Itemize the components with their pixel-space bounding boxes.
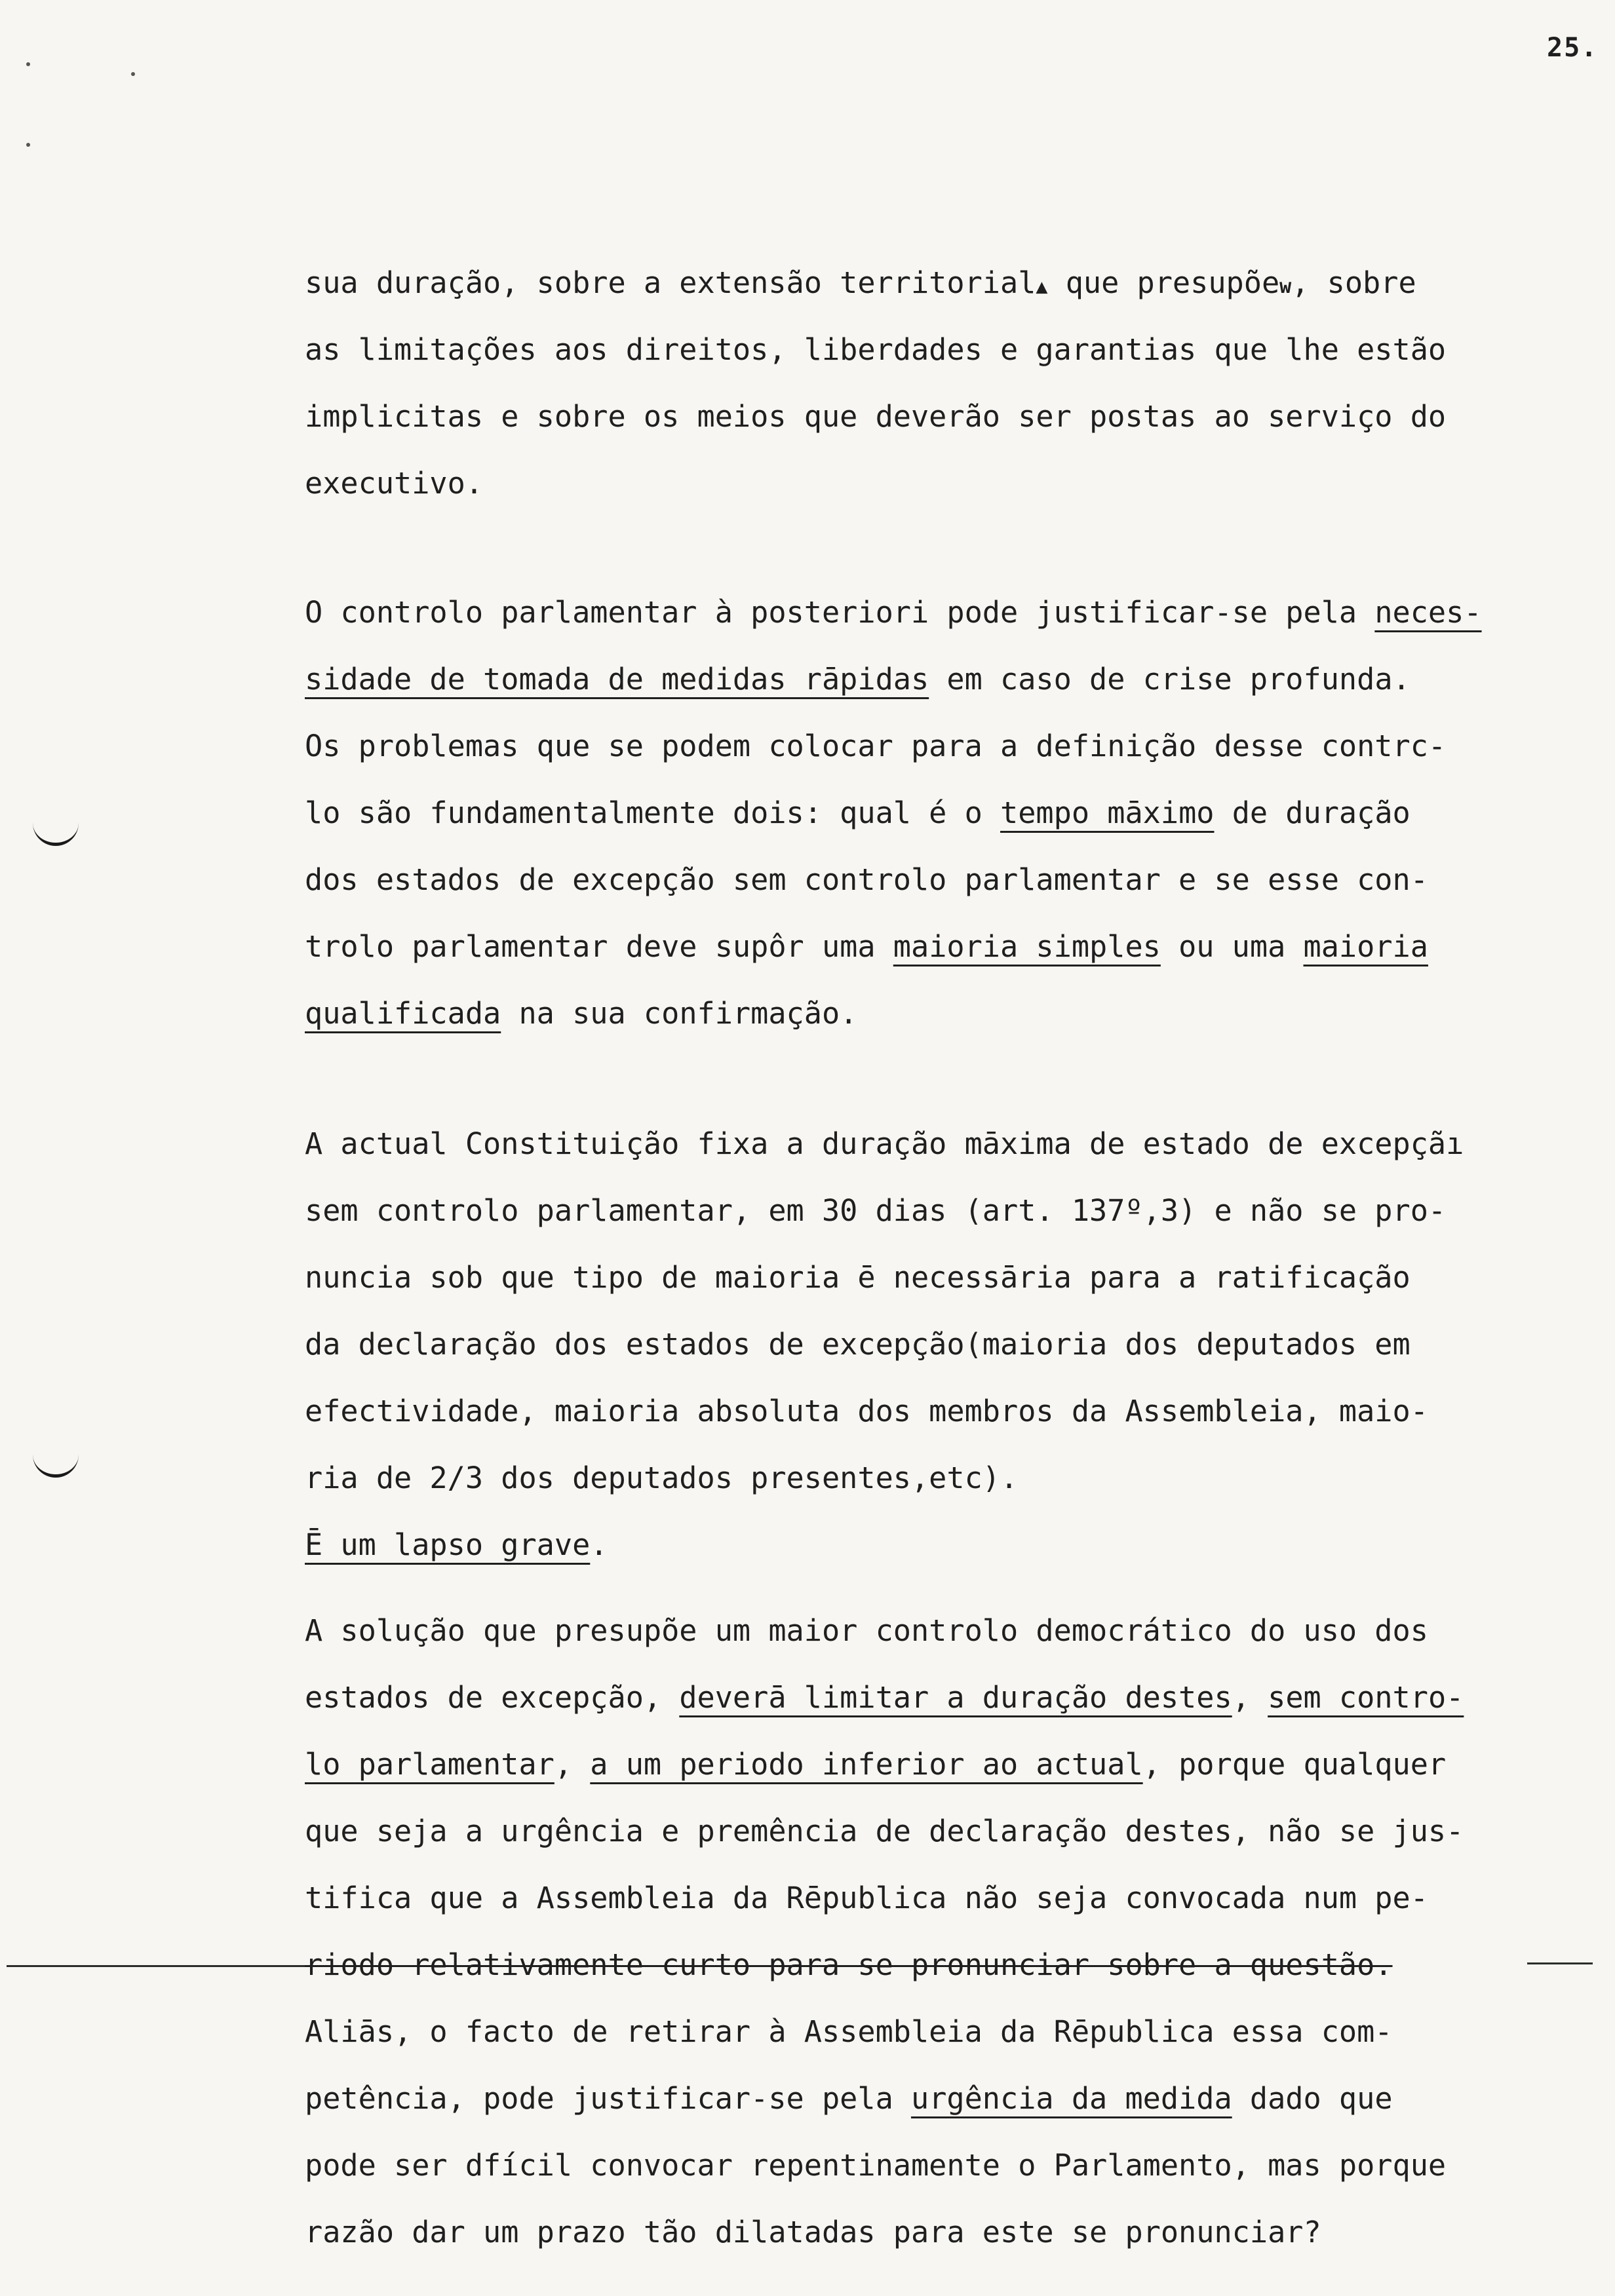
paragraph-2 [305, 579, 1482, 1047]
ink-mark: w [1279, 275, 1292, 298]
text-segment: lo são fundamentalmente dois: qual é o [305, 795, 1001, 830]
text-segment: de duração [1214, 795, 1411, 830]
strike-rule-left [7, 1965, 305, 1967]
text-segment: executivo. [305, 466, 484, 501]
text-line [305, 1932, 1464, 1999]
text-segment: sem controlo parlamentar, em 30 dias (art. 137º,3) e não se pro- [305, 1193, 1447, 1228]
text-segment: dado que [1232, 2081, 1393, 2116]
text-segment: , porque qualquer [1142, 1747, 1447, 1782]
text-segment: ou uma [1160, 929, 1304, 964]
text-segment: pode ser dfícil convocar repentinamente o Parlamento, mas porque [305, 2148, 1447, 2183]
text-line [305, 1445, 1464, 1512]
text-line [305, 1111, 1464, 1177]
underlined-text: neces- [1374, 595, 1482, 630]
text-segment: trolo parlamentar deve supôr uma [305, 929, 893, 964]
text-line [305, 1865, 1464, 1932]
text-segment: estados de excepção, [305, 1680, 680, 1715]
text-line [305, 1999, 1464, 2065]
text-line [305, 2132, 1464, 2199]
text-segment: sua duração, sobre a extensão territorial [305, 265, 1036, 300]
struck-text: riodo relativamente curto para se pronunciar sobre a questão. [305, 1947, 1393, 1982]
text-line [305, 980, 1482, 1047]
paragraph-1 [305, 250, 1446, 517]
text-segment: em caso de crise profunda. [929, 662, 1411, 697]
text-line [305, 1731, 1464, 1798]
text-segment: que seja a urgência e premência de declaração destes, não se jus- [305, 1814, 1464, 1848]
underlined-text: urgência da medida [910, 2081, 1232, 2116]
ink-mark: ▲ [1036, 275, 1048, 298]
margin-mark [33, 820, 79, 846]
text-line [305, 383, 1446, 450]
text-segment: , [554, 1747, 591, 1782]
text-line [305, 1512, 1464, 1578]
text-line [305, 1177, 1464, 1244]
scan-speck [131, 72, 135, 76]
text-segment: Os problemas que se podem colocar para a definição desse contrc- [305, 729, 1447, 763]
paragraph-3 [305, 1111, 1464, 1578]
underlined-text: maioria [1303, 929, 1428, 964]
underlined-text: deverā limitar a duração destes [679, 1680, 1232, 1715]
underlined-text: qualificada [305, 996, 501, 1031]
text-segment: Aliās, o facto de retirar à Assembleia da Rēpublica essa com- [305, 2014, 1393, 2049]
scan-speck [26, 143, 30, 147]
text-line [305, 847, 1482, 913]
page-number: 25. [1547, 33, 1599, 63]
text-segment: O controlo parlamentar à posteriori pode justificar-se pela [305, 595, 1375, 630]
text-segment: efectividade, maioria absoluta dos membros da Assembleia, maio- [305, 1394, 1428, 1428]
underlined-text: sem contro- [1268, 1680, 1464, 1715]
text-line [305, 579, 1482, 646]
text-segment: na sua confirmação. [501, 996, 858, 1031]
text-line [305, 316, 1446, 383]
text-segment: petência, pode justificar-se pela [305, 2081, 911, 2116]
text-segment: razão dar um prazo tão dilatadas para este se pronunciar? [305, 2215, 1321, 2249]
text-segment: , [1232, 1680, 1268, 1715]
text-line [305, 713, 1482, 780]
text-line [305, 1311, 1464, 1378]
text-segment: nuncia sob que tipo de maioria ē necessāria para a ratificação [305, 1260, 1411, 1295]
text-segment: tifica que a Assembleia da Rēpublica não seja convocada num pe- [305, 1881, 1428, 1915]
underlined-text: lo parlamentar [305, 1747, 555, 1782]
underlined-text: a um periodo inferior ao actual [590, 1747, 1143, 1782]
text-segment: ria de 2/3 dos deputados presentes,etc). [305, 1461, 1019, 1495]
scan-speck [26, 62, 30, 66]
text-line [305, 1798, 1464, 1865]
underlined-text: sidade de tomada de medidas rāpidas [305, 662, 929, 697]
text-line [305, 1598, 1464, 1664]
text-line [305, 646, 1482, 713]
underlined-text: maioria simples [893, 929, 1161, 964]
text-line [305, 1244, 1464, 1311]
text-line [305, 1664, 1464, 1731]
text-line [305, 450, 1446, 517]
text-segment: A solução que presupõe um maior controlo democrático do uso dos [305, 1613, 1428, 1648]
text-segment: implicitas e sobre os meios que deverão ser postas ao serviço do [305, 399, 1447, 434]
text-segment: que presupõe [1047, 265, 1280, 300]
text-segment: , sobre [1291, 265, 1416, 300]
text-line [305, 913, 1482, 980]
text-segment: as limitações aos direitos, liberdades e garantias que lhe estão [305, 332, 1447, 367]
text-line [305, 1378, 1464, 1445]
text-line [305, 250, 1446, 316]
text-line [305, 2065, 1464, 2132]
strike-rule-right [1527, 1962, 1593, 1964]
margin-mark [33, 1452, 79, 1478]
text-segment: . [590, 1527, 608, 1562]
underlined-text: Ē um lapso grave [305, 1527, 591, 1562]
text-segment: A actual Constituição fixa a duração māxima de estado de excepçãı [305, 1126, 1464, 1161]
text-line [305, 780, 1482, 847]
text-line [305, 2199, 1464, 2266]
underlined-text: tempo māximo [1000, 795, 1215, 830]
paragraph-4 [305, 1598, 1464, 2266]
text-segment: da declaração dos estados de excepção(maioria dos deputados em [305, 1327, 1411, 1362]
text-segment: dos estados de excepção sem controlo parlamentar e se esse con- [305, 862, 1428, 897]
